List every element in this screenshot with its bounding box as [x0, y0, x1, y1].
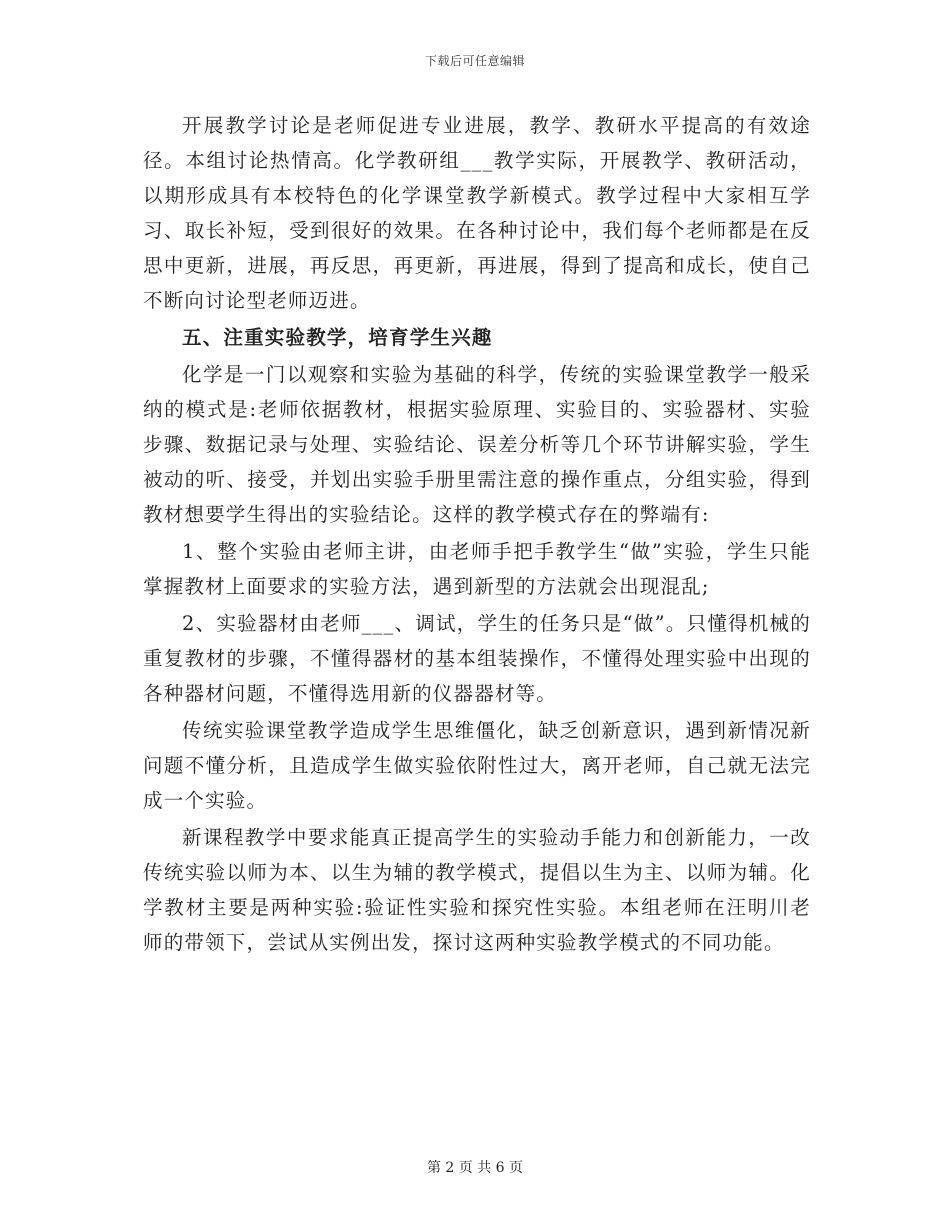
- section-heading-experiment-teaching: 五、注重实验教学，培育学生兴趣: [182, 326, 493, 349]
- page-header: 下载后可任意编辑: [424, 54, 525, 68]
- list-item-drawback-2: 2、实验器材由老师___、调试，学生的任务只是“做”。只懂得机械的重复教材的步骤，不懂得器材的基本组装操作，不懂得处理实验中出现的各种器材问题，不懂得选用新的仪器器材等。: [143, 612, 811, 705]
- paragraph-new-curriculum: 新课程教学中要求能真正提高学生的实验动手能力和创新能力，一改传统实验以师为本、以生为辅的教学模式，提倡以生为主、以师为辅。化学教材主要是两种实验:验证性实验和探究性实验。本组老师在汪明川老师的带领下，尝试从实例出发，探讨这两种实验教学模式的不同功能。: [143, 826, 811, 954]
- document-body: [143, 108, 811, 962]
- paragraph-traditional-model: 化学是一门以观察和实验为基础的科学，传统的实验课堂教学一般采纳的模式是:老师依据教材，根据实验原理、实验目的、实验器材、实验步骤、数据记录与处理、实验结论、误差分析等几个环节讲解实验，学生被动的听、接受，并划出实验手册里需注意的操作重点，分组实验，得到教材想要学生得出的实验结论。这样的教学模式存在的弊端有:: [143, 363, 811, 526]
- paragraph-consequences: 传统实验课堂教学造成学生思维僵化，缺乏创新意识，遇到新情况新问题不懂分析，且造成学生做实验依附性过大，离开老师，自己就无法完成一个实验。: [143, 719, 811, 812]
- list-item-drawback-1: 1、整个实验由老师主讲，由老师手把手教学生“做”实验，学生只能掌握教材上面要求的实验方法，遇到新型的方法就会出现混乱;: [143, 540, 811, 598]
- page-number: 第 2 页 共 6 页: [426, 1160, 524, 1176]
- paragraph-teaching-discussion: 开展教学讨论是老师促进专业进展，教学、教研水平提高的有效途径。本组讨论热情高。化学教研组___教学实际，开展教学、教研活动，以期形成具有本校特色的化学课堂教学新模式。教学过程中大家相互学习、取长补短，受到很好的效果。在各种讨论中，我们每个老师都是在反思中更新，进展，再反思，再更新，再进展，得到了提高和成长，使自己不断向讨论型老师迈进。: [143, 114, 811, 312]
